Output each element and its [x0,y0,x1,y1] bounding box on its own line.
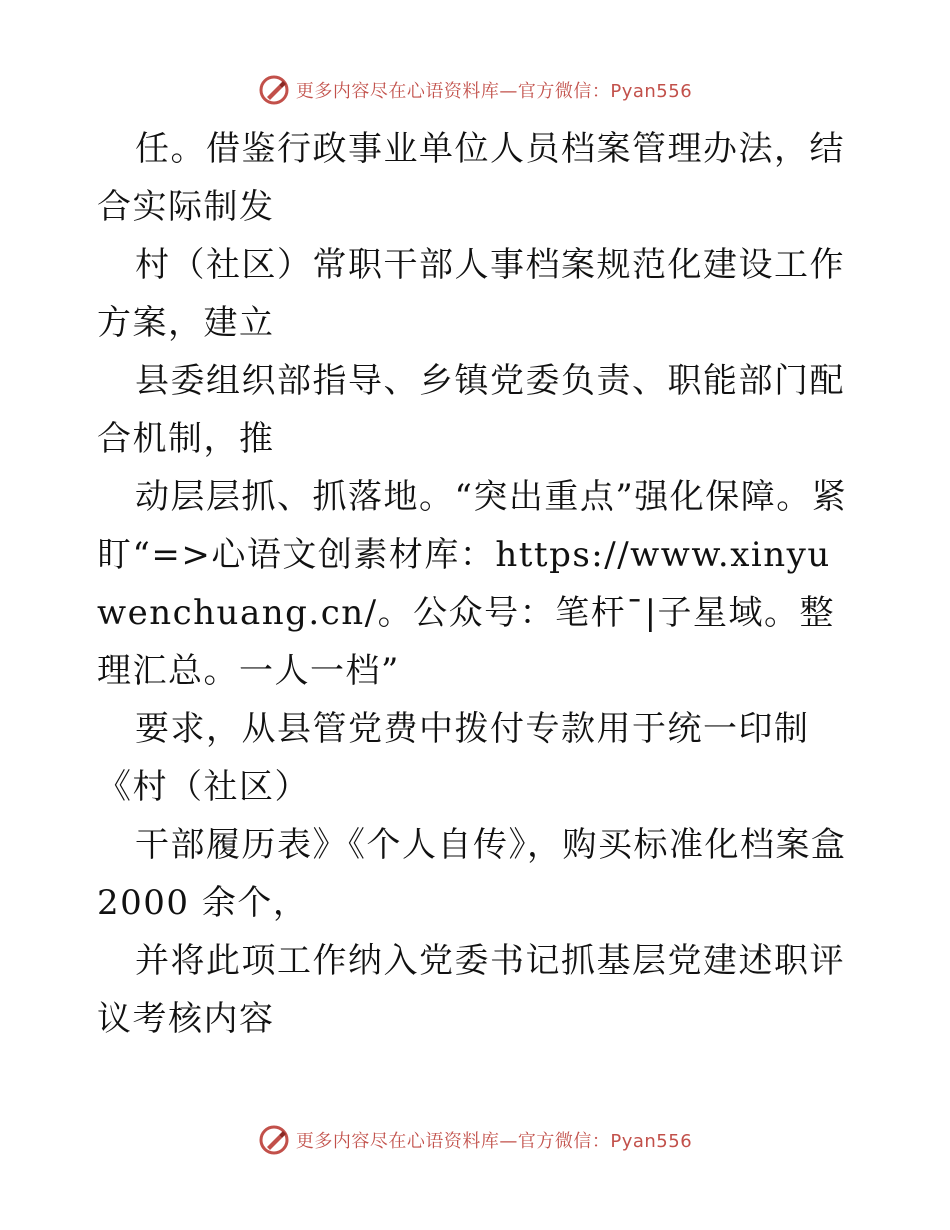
header-banner [0,72,950,108]
paragraph-6: 干部履历表》《个人自传》，购买标准化档案盒2000 余个， [97,825,847,923]
document-body [97,120,857,1048]
header-banner-text: 更多内容尽在心语资料库—官方微信：Pyan556 [295,81,693,102]
paragraph-2: 村（社区）常职干部人事档案规范化建设工作方案，建立 [97,245,845,343]
paragraph-3: 县委组织部指导、乡镇党委负责、职能部门配合机制，推 [97,361,845,459]
header-banner-inner [258,74,692,106]
footer-banner-inner [258,1124,692,1156]
pen-logo-icon [258,1124,290,1156]
paragraph-7: 并将此项工作纳入党委书记抓基层党建述职评议考核内容 [97,941,845,1039]
footer-banner-text: 更多内容尽在心语资料库—官方微信：Pyan556 [295,1131,693,1152]
pen-logo-icon [258,74,290,106]
paragraph-5: 要求，从县管党费中拨付专款用于统一印制《村（社区） [97,709,810,807]
paragraph-1: 任。借鉴行政事业单位人员档案管理办法，结合实际制发 [97,129,845,227]
footer-banner [0,1122,950,1158]
paragraph-4: 动层层抓、抓落地。“突出重点”强化保障。紧盯“=>心语文创素材库：https://www.xinyuwenchuang.cn/。公众号：笔杆¯|子星域。整理汇总。一人一档” [97,477,848,691]
